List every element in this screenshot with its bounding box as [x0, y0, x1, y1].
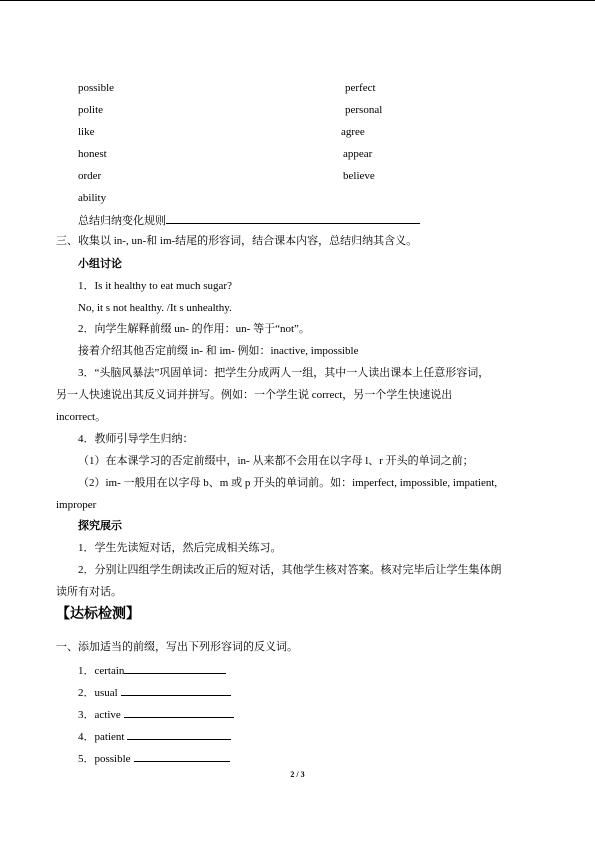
test-item-label: 5．possible: [78, 753, 131, 765]
test-instruction: 一、添加适当的前缀，写出下列形容词的反义词。: [56, 641, 298, 653]
page-top-border: [0, 0, 595, 1]
word-right-1: perfect: [345, 82, 376, 94]
discussion-a1: No, it s not healthy. /It s unhealthy.: [78, 302, 232, 314]
test-item-blank[interactable]: [124, 662, 226, 674]
discussion-q2-follow: 接着介绍其他否定前缀 in- 和 im- 例如：inactive, impossible: [78, 345, 359, 357]
page-number: 2 / 3: [290, 770, 305, 779]
test-item-label: 1．certain: [78, 665, 125, 677]
test-item-blank[interactable]: [121, 684, 231, 696]
discussion-q2: 2．向学生解释前缀 un- 的作用：un- 等于“not”。: [78, 323, 310, 335]
test-item-label: 3．active: [78, 709, 121, 721]
summary-label: 总结归纳变化规则: [78, 215, 166, 227]
explore-item2-line2: 读所有对话。: [56, 586, 122, 598]
test-item-3: [78, 706, 234, 722]
word-right-2: personal: [345, 104, 383, 116]
explore-item1: 1．学生先读短对话，然后完成相关练习。: [78, 542, 282, 554]
discussion-q4-point1: （1）在本课学习的否定前缀中，in- 从来都不会用在以字母 l、r 开头的单词之前；: [78, 455, 474, 467]
discussion-q3-line1: 3．“头脑风暴法”巩固单词：把学生分成两人一组，其中一人读出课本上任意形容词，: [78, 367, 490, 379]
summary-answer-blank[interactable]: [166, 212, 420, 224]
word-right-4: appear: [343, 148, 373, 160]
test-item-1: [78, 662, 226, 678]
discussion-q4-point2-line2: improper: [56, 499, 97, 511]
explore-show-title: 探究展示: [78, 520, 122, 532]
group-discussion-title: 小组讨论: [78, 258, 122, 270]
test-item-blank[interactable]: [134, 750, 230, 762]
test-item-label: 4．patient: [78, 731, 125, 743]
summary-line: [78, 212, 420, 228]
test-item-label: 2．usual: [78, 687, 118, 699]
discussion-q1: 1．Is it healthy to eat much sugar?: [78, 280, 232, 292]
word-left-2: polite: [78, 104, 104, 116]
discussion-q3-line2: 另一人快速说出其反义词并拼写。例如：一个学生说 correct，另一个学生快速说出: [56, 389, 453, 401]
discussion-q4-point2-line1: （2）im- 一般用在以字母 b、m 或 p 开头的单词前。如：imperfect, impossible, impatient,: [78, 477, 498, 489]
word-left-3: like: [78, 126, 95, 138]
section3-heading: 三、收集以 in-, un-和 im-结尾的形容词，结合课本内容，总结归纳其含义。: [56, 235, 418, 247]
test-item-2: [78, 684, 231, 700]
word-left-4: honest: [78, 148, 107, 160]
test-item-5: [78, 750, 230, 766]
word-extra: ability: [78, 192, 107, 204]
word-left-5: order: [78, 170, 102, 182]
test-heading: 【达标检测】: [56, 607, 140, 622]
test-item-blank[interactable]: [124, 706, 234, 718]
test-item-blank[interactable]: [127, 728, 231, 740]
test-item-4: [78, 728, 231, 744]
discussion-q3-line3: incorrect。: [56, 411, 107, 423]
discussion-q4: 4．教师引导学生归纳：: [78, 433, 194, 445]
explore-item2-line1: 2．分别让四组学生朗读改正后的短对话，其他学生核对答案。核对完毕后让学生集体朗: [78, 564, 502, 576]
word-left-1: possible: [78, 82, 115, 94]
word-right-5: believe: [343, 170, 375, 182]
word-right-3: agree: [341, 126, 365, 138]
